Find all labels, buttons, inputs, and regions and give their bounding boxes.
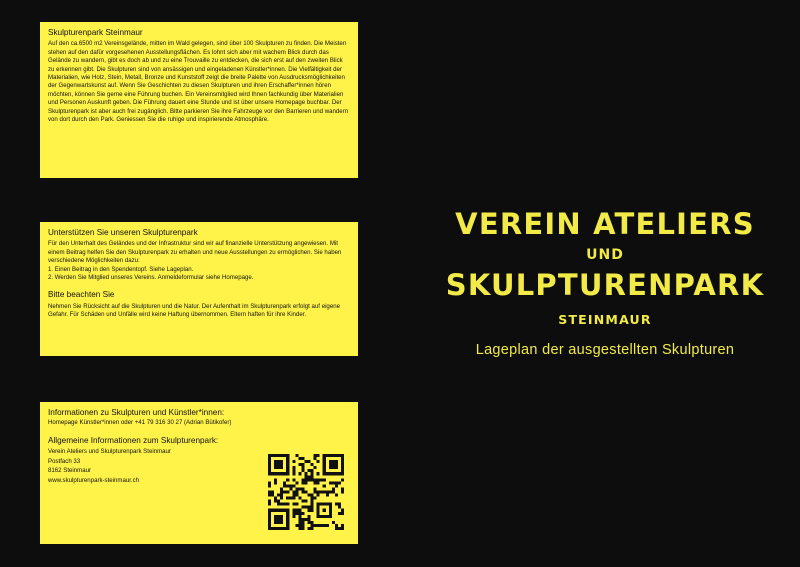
support-heading: Unterstützen Sie unseren Skulpturenpark [48,228,198,237]
title-line-2: UND [586,247,624,263]
notice-text: Nehmen Sie Rücksicht auf die Skulpturen und die Natur. Der Aufenthalt im Skulpturenpark erfolgt auf eigene Gefahr. Für Schäden und Unfälle wird keine Haftung übernommen. Eltern haften für ihre Kinder. [48,302,340,319]
qr-code-icon[interactable] [268,454,344,530]
general-info-heading: Allgemeine Informationen zum Skulpturenpark: [48,435,219,445]
title-line-3: SKULPTURENPARK [445,268,765,302]
page-subtitle: Lageplan der ausgestellten Skulpturen [475,342,735,358]
title-line-1: VEREIN ATELIERS [455,207,755,241]
artist-info-heading: Informationen zu Skulpturen und Künstler*innen: [48,408,225,417]
address-line: Verein Ateliers und Skulpturenpark Steinmaur [48,448,171,456]
info-panel-park [40,22,358,178]
support-text: Für den Unterhalt des Geländes und der Infrastruktur sind wir auf finanzielle Unterstützung angewiesen. Mit einem Beitrag helfen Sie den Skulpturenpark zu erhalten und neue Ausstellungen zu ermöglichen. Sie haben verschiedene Möglichkeiten dazu: [48,240,342,265]
panel-text: Auf den ca.6500 m2 Vereinsgelände, mitten im Wald gelegen, sind über 100 Skulpturen zu finden. Die Meisten stehen auf den dafür vorgesehenen Ausstellungsflächen. Es lohnt sich aber mit wachem Blick durch das Gelände zu wandern, gibt es doch ab und zu eine Trouvaille zu entdecken, die sich erst auf den zweiten Blick zu erkennen gibt. Die Skulpturen sind von ansässigen und eingeladenen Künstler*innen. Die Vielfältigkeit der Materialien, wie Holz, Stein, Metall, Bronze und Kunststoff zeigt die breite Palette von Ausdrucksmöglichkeiten der Gegenwartskunst auf. Wenn Sie Geschichten zu diesen Skulpturen und ihren Erschaffer*innen hören möchten, können Sie gerne eine Führung buchen. Ein Vereinsmitglied wird Ihnen fachkundig über Materialien und Personen Auskunft geben. Die Führung dauert eine Stunde und ist über unsere Homepage buchbar. Der Skulpturenpark ist aber auch frei zugänglich. Bitte parkieren Sie ihre Fahrzeuge vor den Barrieren und wandern von dort durch den Park. Geniessen Sie die ruhige und inspirierende Atmosphäre. [48,40,349,124]
notice-heading: Bitte beachten Sie [48,290,115,300]
info-panel-support [40,222,358,356]
address-line: 8162 Steinmaur [48,467,92,475]
website-link[interactable]: www.skulpturenpark-steinmaur.ch [48,476,140,484]
title-line-4: STEINMAUR [558,312,652,327]
info-panel-contact [40,402,358,544]
support-item-2: 2. Werden Sie Mitglied unseres Vereins. Anmeldeformular siehe Homepage. [48,274,254,282]
artist-info-text: Homepage Künstler*innen oder +41 79 316 30 27 (Adrian Bütikofer) [48,419,232,427]
address-line: Postfach 33 [48,457,81,465]
panel-heading: Skulpturenpark Steinmaur [48,28,143,37]
support-item-1: 1. Einen Beitrag in den Spendentopf. Siehe Lageplan. [48,265,194,273]
